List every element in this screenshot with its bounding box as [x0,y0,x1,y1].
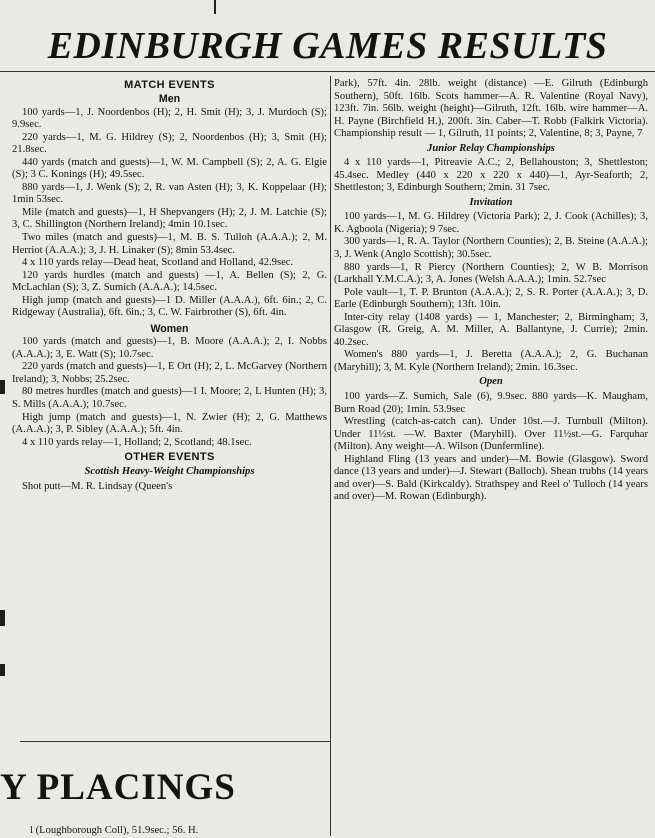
result-item: 80 metres hurdles (match and guests)—1 I. Moore; 2, L Hunten (H); 3, S. Mills (A.A.A.); 10.7sec. [12,386,327,411]
result-item: 4 x 110 yards relay—Dead heat, Scotland and Holland, 42.9sec. [22,257,294,269]
section-rule [20,741,330,742]
result-item: 100 yards (match and guests)—1, B. Moore (A.A.A.); 2, I. Nobbs (A.A.A.); 3, E. Watt (S); 10.7sec. [12,336,327,360]
result-item: 880 yards—1, J. Wenk (S); 2, R. van Asten (H); 3, K. Koppelaar (H); 1min 53sec. [12,181,327,206]
result-item: 4 x 110 yards relay—1, Holland; 2, Scotland; 48.1sec. [22,436,252,448]
women-heading: Women [150,322,189,335]
right-column [334,78,648,834]
left-column [12,78,327,734]
placings-headline: Y PLACINGS [0,767,236,808]
result-item: Shot putt—M. R. Lindsay (Queen's [22,480,173,492]
open-heading: Open [479,376,503,388]
result-item: Wrestling (catch-as-catch can). Under 10st.—J. Turnbull (Milton). Under 11½st. —W. Baxter (Maryhill). Over 11½st.—G. Farquhar (Milton). Any weight—A. Wilson (Dunfermline). [334,416,648,453]
result-item: Park), 57ft. 4in. 28lb. weight (distance) —E. Gilruth (Edinburgh Southern), 50ft. 16lb. Scots hammer—A. R. Valentine (Royal Navy), 123ft. 7in. 56lb. weight (height)—Gilruth, 12ft. 16lb. wire hammer—A. H. Payne (Birchfield H.), 200ft. 3in. Caber—T. Robb (Falkirk Victoria). Championship result — 1, Gilruth, 11 points; 2, Valentine, 8; 3, Payne, 7 [334,78,648,140]
column-mark [214,0,216,14]
result-item: 220 yards—1, M. G. Hildrey (S); 2, Noordenbos (H); 3, Smit (H); 21.8sec. [12,131,327,156]
bottom-fragment: l (Loughborough Coll), 51.9sec.; 56. H. [30,825,199,836]
result-item: 440 yards (match and guests)—1, W. M. Campbell (S); 2, A. G. Elgie (S); 3 C. Konings (H); 49.5sec. [12,156,327,181]
result-item: 100 yards—1, M. G. Hildrey (Victoria Park); 2, J. Cook (Achilles); 3, K. Agboola (Nigeria); 9 7sec. [334,211,648,235]
match-events-heading: MATCH EVENTS [124,79,215,91]
result-item: Women's 880 yards—1, J. Beretta (A.A.A.); 2, G. Buchanan (Maryhill); 3, M. Kyle (Northern Ireland); 2min. 16.3sec. [334,349,648,373]
result-item: Inter-city relay (1408 yards) — 1, Manchester; 2, Birmingham; 3, Glasgow (R. Greig, A. M. Miller, A. Ballantyne, J. Currie); 2min. 40.2sec. [334,311,648,348]
heavy-weight-heading: Scottish Heavy-Weight Championships [84,466,255,478]
headline-rule [0,71,655,72]
result-item: 220 yards (match and guests)—1, E Ort (H); 2, L. McGarvey (Northern Ireland); 3, Nobbs; 25.2sec. [12,361,327,385]
result-item: 120 yards hurdles (match and guests) —1, A. Bellen (S); 2, G. McLachlan (S); 3, Z. Sumich (A.A.A.); 14.5sec. [12,269,327,294]
edge-mark-1 [0,380,5,394]
result-item: Mile (match and guests)—1, H Shepvangers (H); 2, J. M. Latchie (S); 3, C. Shillington (Northern Ireland); 4min 10.1sec. [12,206,327,231]
column-divider [330,76,331,836]
result-item: High jump (match and guests)—1, N. Zwier (H); 2, G. Matthews (A.A.A.); 3, P. Sibley (A.A.A.); 5ft. 4in. [12,411,327,436]
headline: EDINBURGH GAMES RESULTS [47,25,608,67]
result-item: Highland Fling (13 years and under)—M. Bowie (Glasgow). Sword dance (13 years and under)—J. Stewart (Balloch). Shean trubhs (14 years and over)—S. Bald (Kirkcaldy). Strathspey and Reel o' Tulloch (14 years and over)—M. Rowan (Edinburgh). [334,453,648,503]
junior-relay-heading: Junior Relay Championships [427,142,555,154]
result-item: Two miles (match and guests)—1, M. B. S. Tulloh (A.A.A.); 2, M. Herriot (A.A.A.); 3, J. H. Linaker (S); 8min 53.4sec. [12,231,327,256]
result-item: 880 yards—1, R Piercy (Northern Counties); 2, W B. Morrison (Larkhall Y.M.C.A.); 3, A. Jones (Welsh A.A.A.); 1min. 52.7sec [334,261,648,286]
result-item: 4 x 110 yards—1, Pitreavie A.C.; 2, Bellahouston; 3, Shettleston; 45.4sec. Medley (440 x 220 x 220 x 440)—1, Ayr-Seaforth; 2, Shettleston; 3, Edinburgh Southern; 2min. 31 7sec. [334,157,648,194]
men-heading: Men [158,93,181,105]
result-item: Pole vault—1, T. P. Brunton (A.A.A.); 2, S. R. Porter (A.A.A.); 3, D. Earle (Edinburgh Southern); 13ft. 10in. [334,286,648,311]
invitation-heading: Invitation [469,196,513,208]
result-item: High jump (match and guests)—1 D. Miller (A.A.A.), 6ft. 6in.; 2, C. Ridgeway (Australia), 6ft. 6in.; 3, C. W. Fairbrother (S), 6ft. 4in. [12,294,327,319]
edge-mark-2 [0,610,5,626]
result-item: 100 yards—1, J. Noordenbos (H); 2, H. Smit (H); 3, J. Murdoch (S); 9.9sec. [12,106,327,131]
edge-mark-3 [0,664,5,676]
other-events-heading: OTHER EVENTS [124,451,215,464]
result-item: 100 yards—Z. Sumich, Sale (6), 9.9sec. 880 yards—K. Maugham, Burn Road (20); 1min. 53.9sec [334,390,648,415]
result-item: 300 yards—1, R. A. Taylor (Northern Counties); 2, B. Steine (A.A.A.); 3, J. Wenk (Anglo Scottish); 30.5sec. [334,236,648,261]
